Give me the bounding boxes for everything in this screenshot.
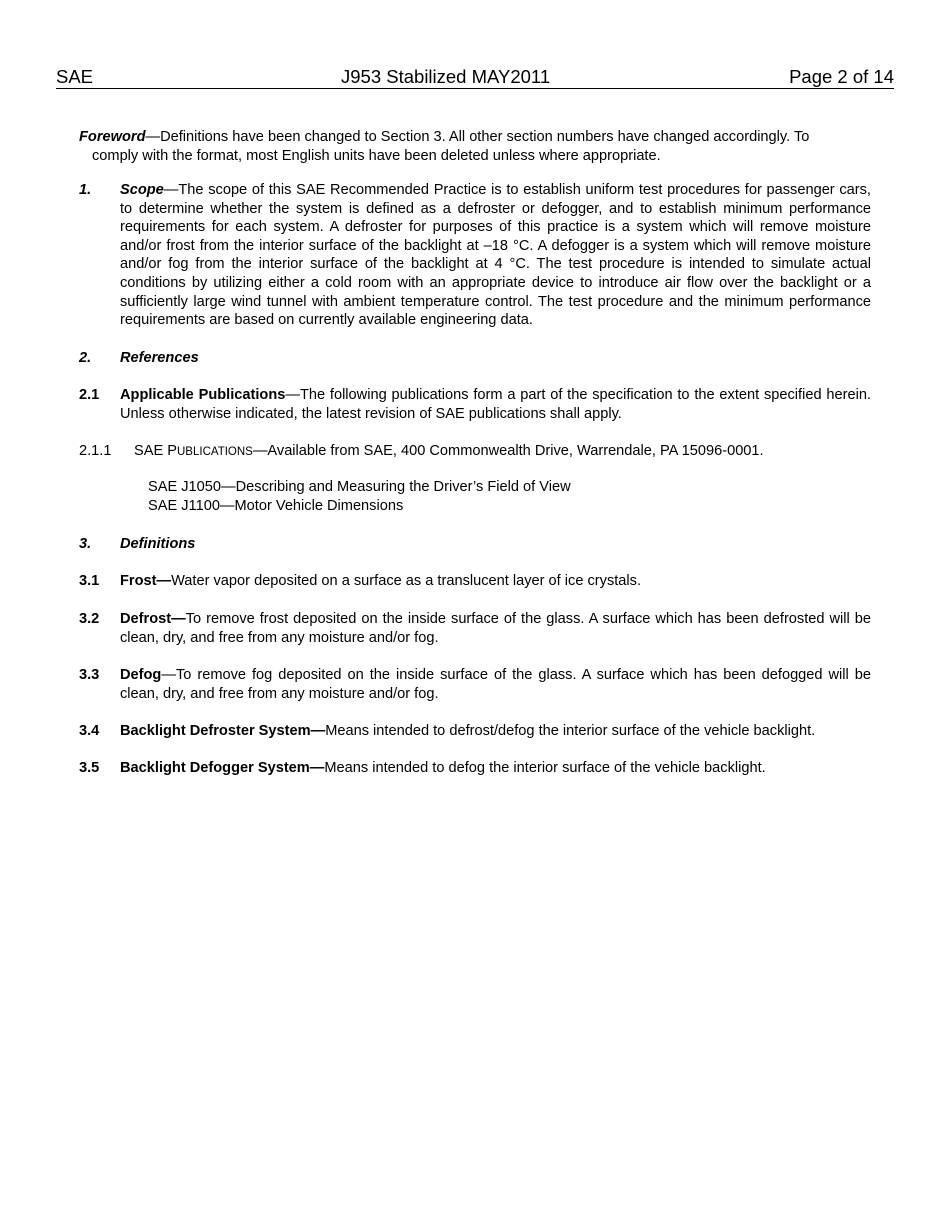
section-number: 3.1: [79, 573, 100, 589]
header-org: SAE: [56, 66, 94, 87]
definition-backlight-defroster-system: [79, 722, 871, 741]
section-title: SAE P: [134, 443, 177, 459]
section-text: The scope of this SAE Recommended Practice is to establish uniform test procedures for passenger cars, to determine whether the system is defined as a defroster or defogger, and to establish minimum performance requirements for each system. A defroster for purposes of this practice is a system which will remove moisture and/or frost from the interior surface of the backlight at –18 °C. A defogger is a system which will remove moisture and/or fog from the interior surface of the backlight at 4 °C. The test procedure is intended to simulate actual conditions by utilizing either a cold room with an appropriate device to introduce air flow over the backlight or a sufficiently large wind tunnel with ambient temperature control. The test procedure and the minimum performance requirements are based on currently available engineering data.: [120, 182, 871, 329]
definition-term: Defog: [120, 667, 162, 683]
section-title: Applicable Publications: [120, 387, 286, 403]
section-number: 3.4: [79, 723, 100, 739]
reference-item: SAE J1050—Describing and Measuring the Driver’s Field of View: [148, 479, 571, 495]
section-number: 1.: [79, 182, 92, 198]
section-2-references: [79, 349, 871, 368]
definition-text: To remove frost deposited on the inside surface of the glass. A surface which has been defrosted will be clean, dry, and free from any moisture and/or fog.: [120, 611, 871, 646]
definition-frost: [79, 572, 871, 591]
section-title: References: [120, 350, 199, 366]
section-title: Definitions: [120, 536, 196, 552]
foreword-text-2: comply with the format, most English units have been deleted unless where appropriate.: [92, 147, 661, 164]
header-doc-id: J953 Stabilized MAY2011: [341, 66, 551, 87]
section-title: Scope: [120, 182, 164, 198]
definition-text: Means intended to defog the interior surface of the vehicle backlight.: [324, 760, 766, 776]
definition-defog: [79, 666, 871, 703]
definition-backlight-defogger-system: [79, 759, 871, 778]
foreword-text-1: Definitions have been changed to Section 3. All other section numbers have changed accordingly. To: [160, 129, 810, 145]
definition-term: Defrost—: [120, 611, 186, 627]
page-header: [56, 66, 894, 89]
foreword: Foreword—Definitions have been changed to Section 3. All other section numbers have changed accordingly. To comply with the format, most English units have been deleted unless where appropriate.: [79, 128, 871, 165]
section-text: The following publications form a part of the specification to the extent specified herein. Unless otherwise indicated, the latest revision of SAE publications shall apply.: [120, 387, 871, 422]
section-number: 3.2: [79, 611, 100, 627]
reference-list: [148, 478, 571, 516]
definition-defrost: [79, 610, 871, 647]
definition-text: Means intended to defrost/defog the interior surface of the vehicle backlight.: [325, 723, 816, 739]
section-text: —Available from SAE, 400 Commonwealth Drive, Warrendale, PA 15096-0001.: [252, 443, 764, 459]
definition-text: —To remove fog deposited on the inside surface of the glass. A surface which has been defogged will be clean, dry, and free from any moisture and/or fog.: [120, 667, 871, 702]
section-number: 3.: [79, 536, 92, 552]
section-1-scope: 1. Scope—The scope of this SAE Recommended Practice is to establish uniform test procedures for passenger cars, to determine whether the system is defined as a defroster or defogger, and to establish minimum performance requirements for each system. A defroster for purposes of this practice is a system which will remove moisture and/or frost from the interior surface of the backlight at –18 °C. A defogger is a system which will remove moisture and/or fog from the interior surface of the backlight at 4 °C. The test procedure is intended to simulate actual conditions by utilizing either a cold room with an appropriate device to introduce air flow over the backlight or a sufficiently large wind tunnel with ambient temperature control. The test procedure and the minimum performance requirements are based on currently available engineering data.: [79, 182, 871, 329]
section-2-1-1-sae-publications: 2.1.1 SAE PUBLICATIONS—Available from SAE, 400 Commonwealth Drive, Warrendale, PA 15096-0001.: [79, 443, 764, 459]
section-number: 2.1: [79, 387, 100, 403]
header-page-number: Page 2 of 14: [789, 66, 894, 87]
section-number: 2.: [79, 350, 92, 366]
section-2-1-applicable-publications: 2.1 Applicable Publications—The following publications form a part of the specification to the extent specified herein. Unless otherwise indicated, the latest revision of SAE publications shall apply.: [79, 387, 871, 422]
section-number: 2.1.1: [79, 443, 112, 459]
section-3-definitions: [79, 535, 871, 554]
definition-term: Backlight Defogger System—: [120, 760, 325, 776]
foreword-label: Foreword: [79, 129, 146, 145]
definition-text: Water vapor deposited on a surface as a translucent layer of ice crystals.: [171, 573, 642, 589]
definition-term: Backlight Defroster System—: [120, 723, 326, 739]
section-number: 3.3: [79, 667, 100, 683]
section-number: 3.5: [79, 760, 100, 776]
definition-term: Frost—: [120, 573, 172, 589]
reference-item: SAE J1100—Motor Vehicle Dimensions: [148, 498, 404, 514]
